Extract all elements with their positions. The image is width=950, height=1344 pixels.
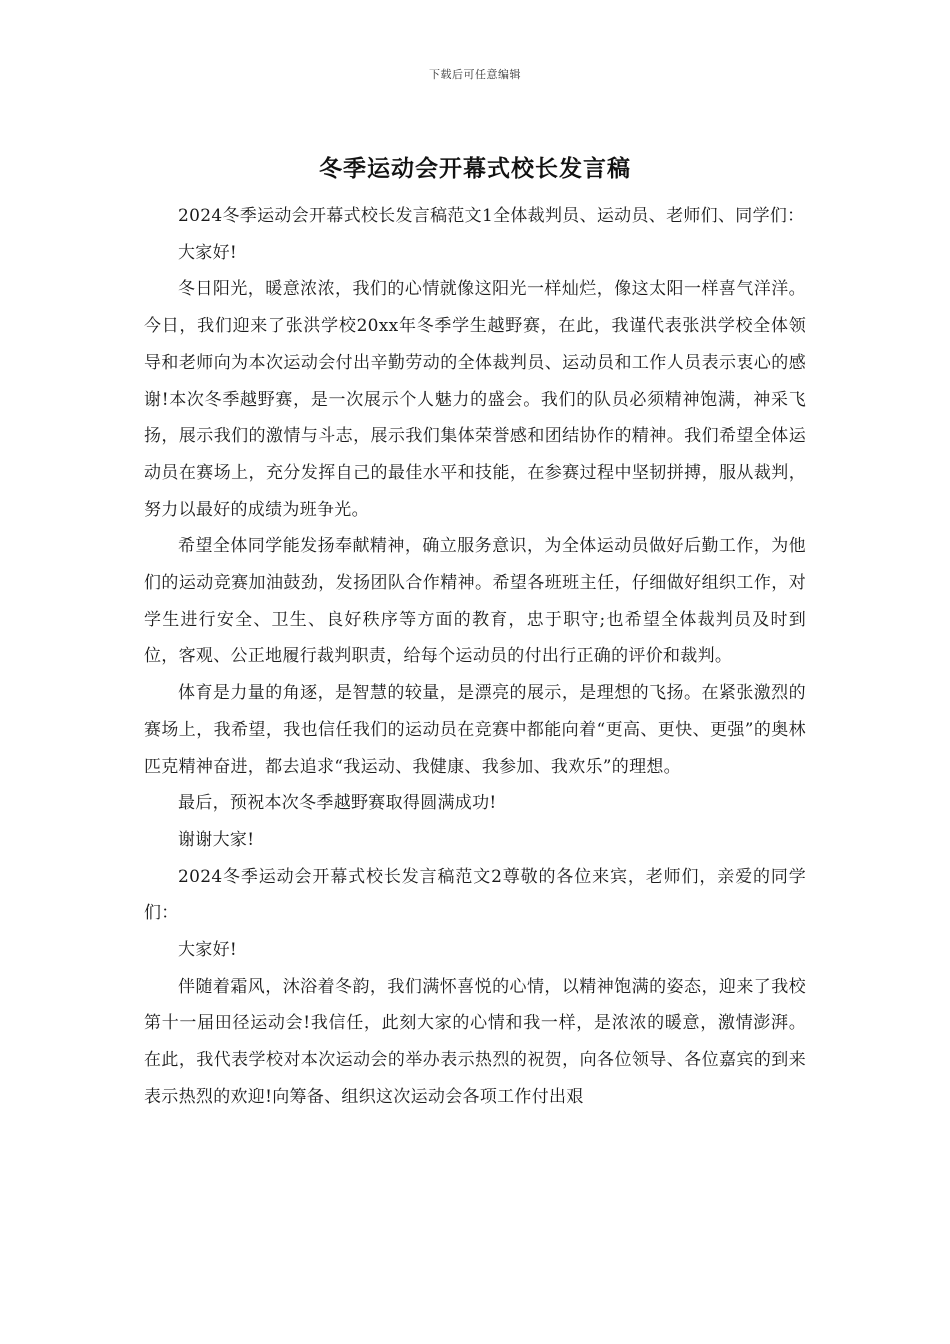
paragraph-10: 伴随着霜风，沐浴着冬韵，我们满怀喜悦的心情，以精神饱满的姿态，迎来了我校第十一届田径运动会!我信任，此刻大家的心情和我一样，是浓浓的暖意，激情澎湃。在此，我代表学校对本次运动会的举办表示热烈的祝贺，向各位领导、各位嘉宾的到来表示热烈的欢迎!向筹备、组织这次运动会各项工作付出艰 [144,976,806,1107]
paragraph-4: 希望全体同学能发扬奉献精神，确立服务意识，为全体运动员做好后勤工作，为他们的运动竞赛加油鼓劲，发扬团队合作精神。希望各班班主任，仔细做好组织工作，对学生进行安全、卫生、良好秩序等方面的教育，忠于职守;也希望全体裁判员及时到位，客观、公正地履行裁判职责，给每个运动员的付出行正确的评价和裁判。 [144,536,806,667]
paragraph-6: 最后，预祝本次冬季越野赛取得圆满成功! [178,793,497,814]
paragraph-8: 2024冬季运动会开幕式校长发言稿范文2尊敬的各位来宾，老师们，亲爱的同学们： [144,866,806,924]
paragraph-5: 体育是力量的角逐，是智慧的较量，是漂亮的展示，是理想的飞扬。在紧张激烈的赛场上，我希望，我也信任我们的运动员在竞赛中都能向着“更高、更快、更强”的奥林匹克精神奋进，都去追求“我运动、我健康、我参加、我欢乐”的理想。 [144,683,806,777]
paragraph-9: 大家好! [178,940,238,961]
paragraph-7: 谢谢大家! [178,829,255,850]
document-body [144,198,806,1116]
paragraph-1: 2024冬季运动会开幕式校长发言稿范文1全体裁判员、运动员、老师们、同学们： [178,206,805,226]
paragraph-2: 大家好! [178,242,238,263]
paragraph-3: 冬日阳光，暖意浓浓，我们的心情就像这阳光一样灿烂，像这太阳一样喜气洋洋。今日，我们迎来了张洪学校20xx年冬季学生越野赛，在此，我谨代表张洪学校全体领导和老师向为本次运动会付出辛勤劳动的全体裁判员、运动员和工作人员表示衷心的感谢!本次冬季越野赛，是一次展示个人魅力的盛会。我们的队员必须精神饱满，神采飞扬，展示我们的激情与斗志，展示我们集体荣誉感和团结协作的精神。我们希望全体运动员在赛场上，充分发挥自己的最佳水平和技能，在参赛过程中坚韧拼搏，服从裁判，努力以最好的成绩为班争光。 [144,279,806,520]
header-note: 下载后可任意编辑 [429,68,521,81]
document-title: 冬季运动会开幕式校长发言稿 [319,155,631,182]
